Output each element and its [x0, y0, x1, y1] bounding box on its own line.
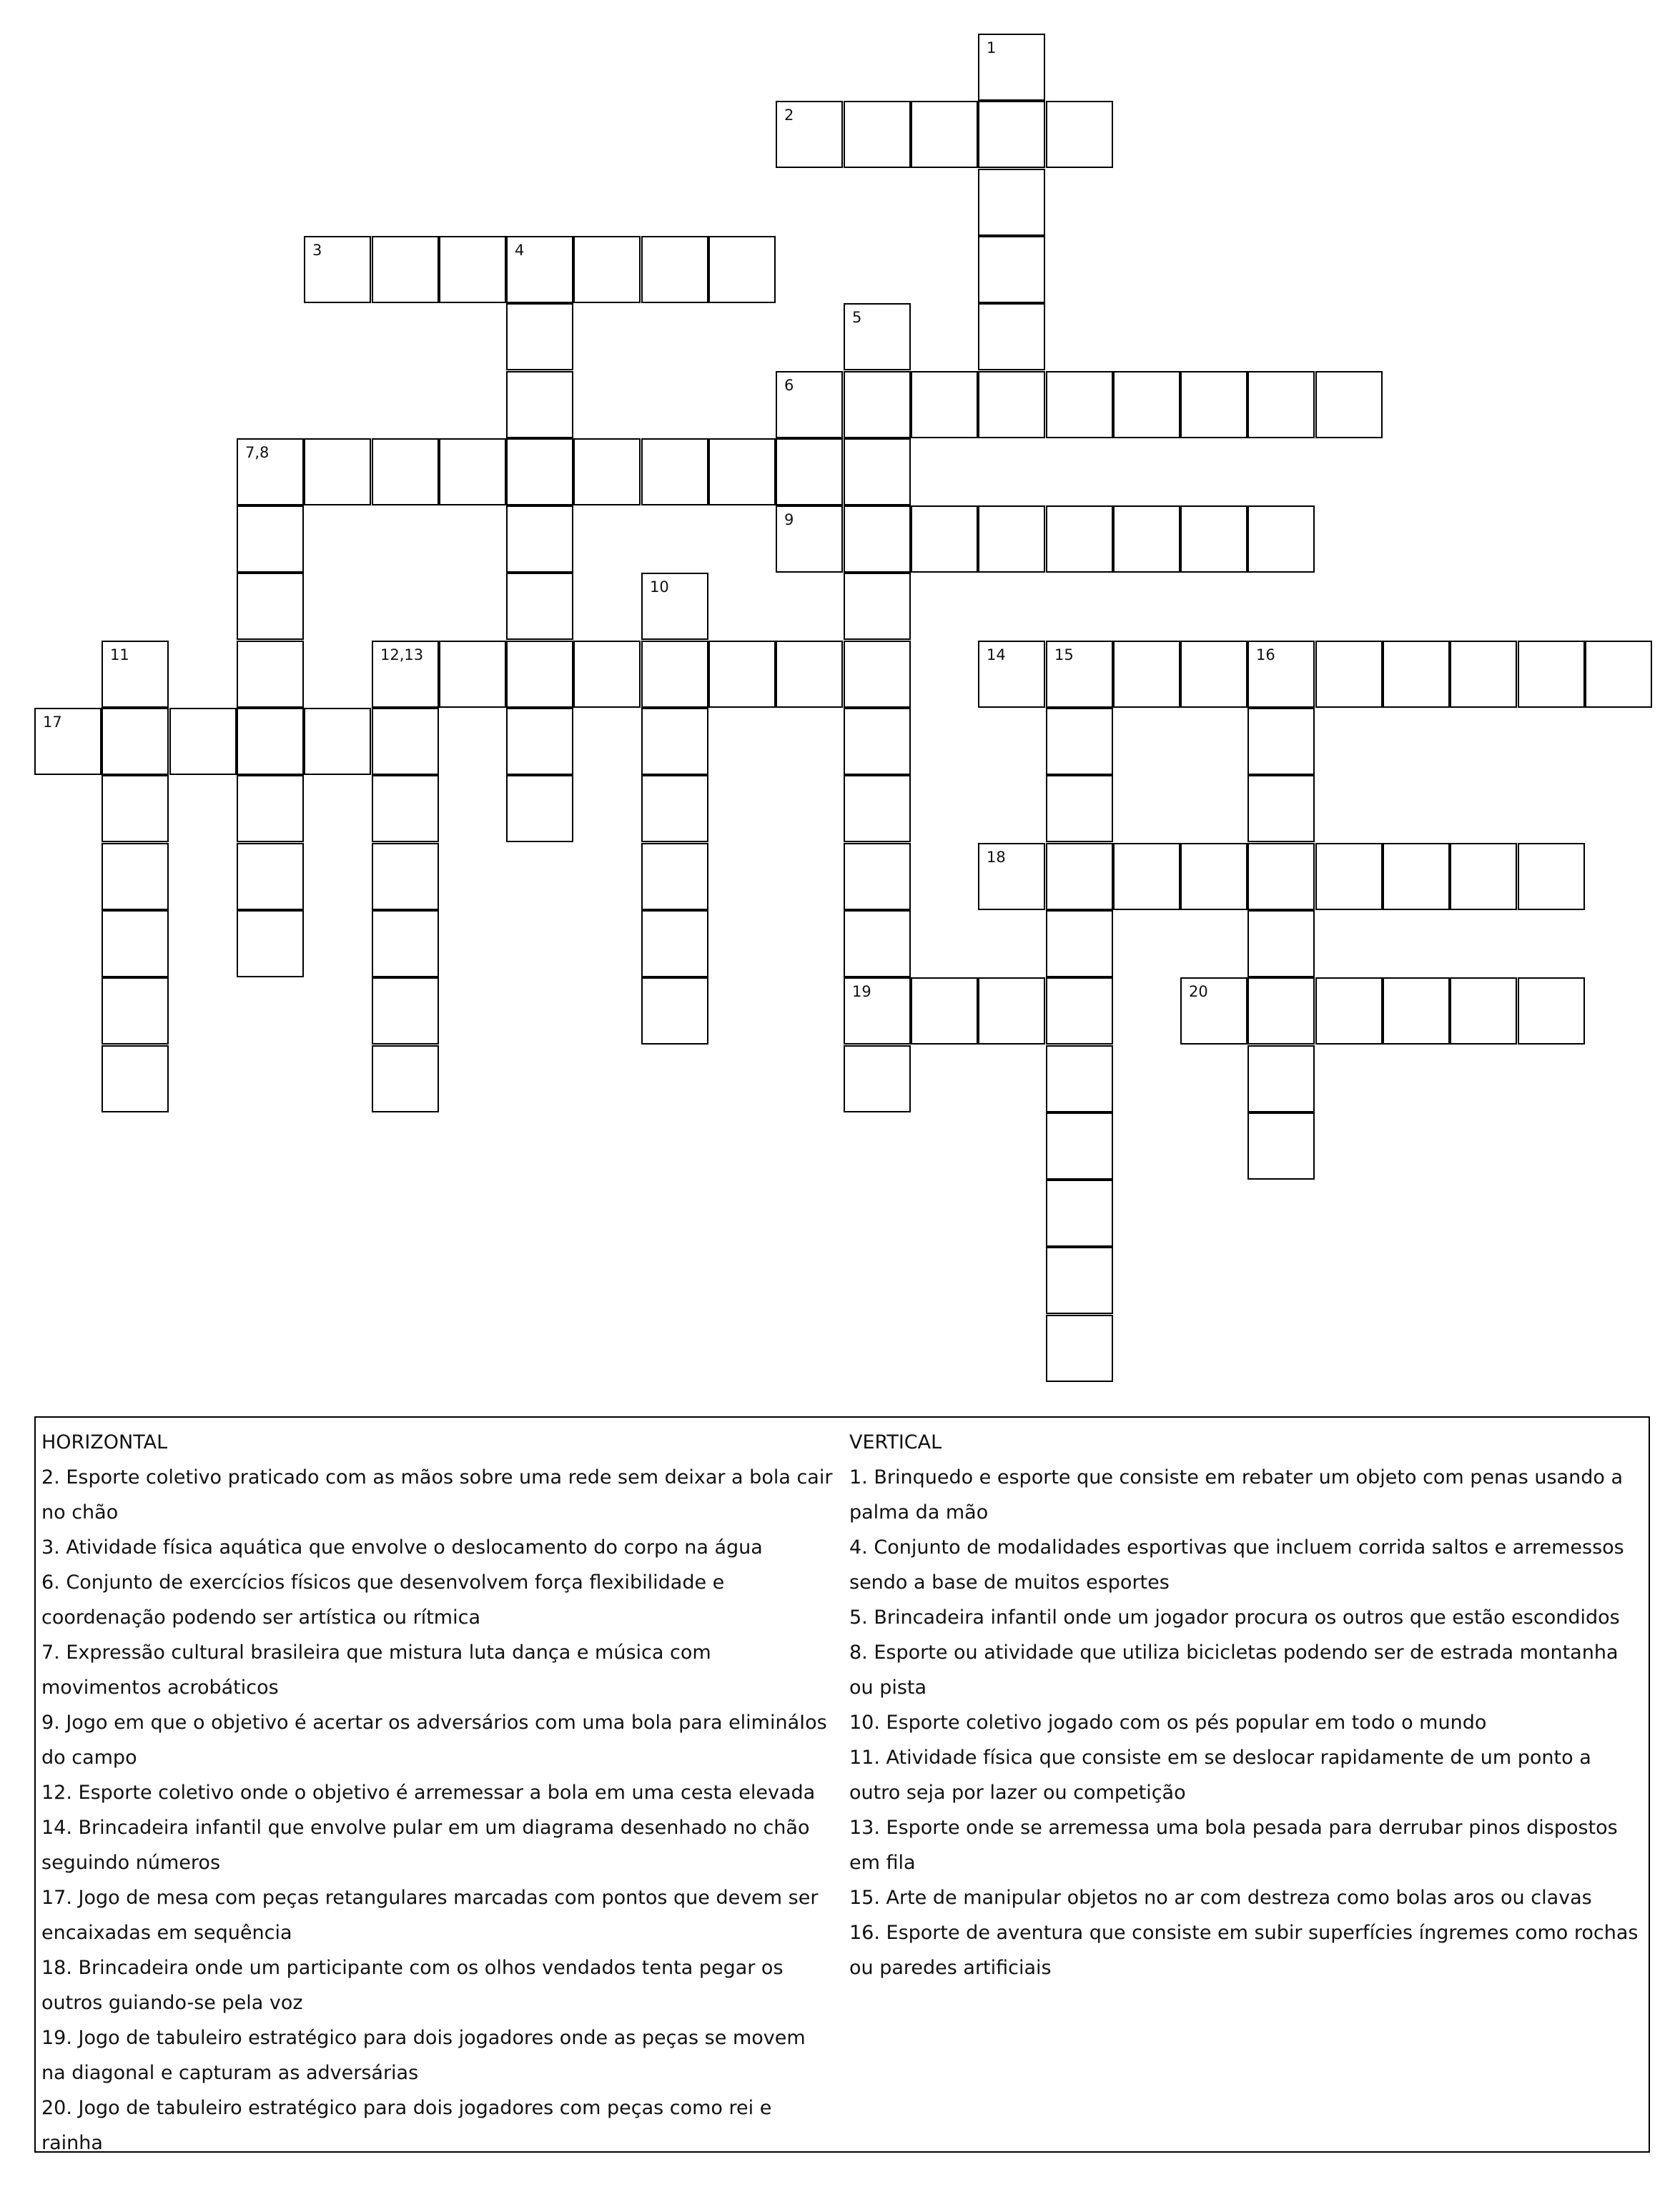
horizontal-clues	[41, 1425, 835, 2161]
crossword-cell[interactable]	[304, 708, 371, 775]
crossword-cell[interactable]	[978, 505, 1045, 573]
crossword-cell[interactable]	[1046, 843, 1113, 910]
crossword-cell[interactable]	[506, 438, 573, 505]
crossword-cell[interactable]	[776, 641, 843, 708]
crossword-cell[interactable]	[1046, 775, 1113, 842]
crossword-cell[interactable]	[1315, 843, 1383, 910]
crossword-cell[interactable]	[506, 775, 573, 842]
crossword-cell[interactable]	[844, 1045, 911, 1112]
clue-number: 7,8	[245, 444, 270, 461]
crossword-cell[interactable]	[1046, 101, 1113, 168]
crossword-cell[interactable]	[641, 977, 708, 1045]
crossword-cell[interactable]	[844, 303, 911, 370]
crossword-cell[interactable]	[844, 101, 911, 168]
crossword-cell[interactable]	[573, 438, 641, 505]
crossword-cell[interactable]	[1315, 641, 1383, 708]
clues-box	[34, 1416, 1650, 2153]
clue-number: 5	[852, 309, 862, 326]
crossword-cell[interactable]	[1180, 371, 1247, 438]
clue-horizontal-2: 2. Esporte coletivo praticado com as mãos sobre uma rede sem deixar a bola cair no chão	[41, 1466, 833, 1524]
crossword-cell[interactable]	[1180, 977, 1247, 1045]
crossword-cell[interactable]	[641, 843, 708, 910]
crossword-cell[interactable]	[641, 573, 708, 640]
crossword-cell[interactable]	[1315, 371, 1383, 438]
crossword-cell[interactable]	[1113, 843, 1180, 910]
clue-vertical-4: 4. Conjunto de modalidades esportivas que incluem corrida saltos e arremessos sendo a base de muitos esportes	[849, 1536, 1624, 1594]
crossword-cell[interactable]	[1247, 977, 1315, 1045]
clue-number: 17	[43, 714, 62, 731]
crossword-cell[interactable]	[102, 708, 169, 775]
crossword-cell[interactable]	[1450, 641, 1517, 708]
crossword-cell[interactable]	[641, 708, 708, 775]
clue-vertical-15: 15. Arte de manipular objetos no ar com destreza como bolas aros ou clavas	[849, 1887, 1592, 1909]
crossword-cell[interactable]	[372, 641, 439, 708]
crossword-cell[interactable]	[1180, 641, 1247, 708]
clue-number: 2	[784, 107, 794, 124]
clue-number: 15	[1054, 646, 1074, 663]
crossword-cell[interactable]	[506, 371, 573, 438]
clue-horizontal-19: 19. Jogo de tabuleiro estratégico para dois jogadores onde as peças se movem na diagonal e capturam as adversárias	[41, 2027, 806, 2084]
crossword-cell[interactable]	[978, 34, 1045, 101]
crossword-cell[interactable]	[1518, 843, 1585, 910]
clue-number: 14	[987, 646, 1006, 663]
crossword-cell[interactable]	[708, 641, 776, 708]
crossword-cell[interactable]	[844, 910, 911, 977]
crossword-cell[interactable]	[1383, 977, 1450, 1045]
crossword-cell[interactable]	[1247, 505, 1315, 573]
crossword-cell[interactable]	[237, 573, 304, 640]
crossword-cell[interactable]	[1247, 371, 1315, 438]
crossword-cell[interactable]	[1383, 641, 1450, 708]
crossword-cell[interactable]	[1450, 843, 1517, 910]
crossword-cell[interactable]	[372, 843, 439, 910]
clue-number: 18	[987, 849, 1006, 866]
crossword-cell[interactable]	[978, 303, 1045, 370]
crossword-cell[interactable]	[641, 236, 708, 303]
crossword-cell[interactable]	[708, 438, 776, 505]
crossword-cell[interactable]	[304, 236, 371, 303]
crossword-cell[interactable]	[1247, 843, 1315, 910]
crossword-cell[interactable]	[1046, 1045, 1113, 1112]
crossword-cell[interactable]	[1046, 708, 1113, 775]
clue-vertical-8: 8. Esporte ou atividade que utiliza bicicletas podendo ser de estrada montanha ou pista	[849, 1641, 1619, 1699]
crossword-cell[interactable]	[1046, 1180, 1113, 1247]
crossword-cell[interactable]	[1046, 641, 1113, 708]
crossword-cell[interactable]	[372, 1045, 439, 1112]
crossword-cell[interactable]	[1046, 1315, 1113, 1382]
crossword-cell[interactable]	[506, 573, 573, 640]
clue-horizontal-6: 6. Conjunto de exercícios físicos que desenvolvem força flexibilidade e coordenação podendo ser artística ou rítmica	[41, 1571, 725, 1629]
crossword-cell[interactable]	[237, 775, 304, 842]
crossword-cell[interactable]	[844, 708, 911, 775]
crossword-cell[interactable]	[237, 438, 304, 505]
crossword-cell[interactable]	[1046, 977, 1113, 1045]
crossword-cell[interactable]	[911, 101, 978, 168]
clue-number: 1	[987, 39, 997, 56]
crossword-cell[interactable]	[978, 101, 1045, 168]
crossword-cell[interactable]	[1247, 775, 1315, 842]
crossword-cell[interactable]	[844, 977, 911, 1045]
crossword-cell[interactable]	[844, 438, 911, 505]
clue-horizontal-3: 3. Atividade física aquática que envolve o deslocamento do corpo na água	[41, 1536, 763, 1559]
crossword-cell[interactable]	[1518, 977, 1585, 1045]
crossword-cell[interactable]	[641, 775, 708, 842]
crossword-cell[interactable]	[1247, 1112, 1315, 1180]
crossword-cell[interactable]	[372, 977, 439, 1045]
crossword-cell[interactable]	[1247, 1045, 1315, 1112]
crossword-cell[interactable]	[102, 641, 169, 708]
crossword-cell[interactable]	[237, 641, 304, 708]
clue-vertical-5: 5. Brincadeira infantil onde um jogador procura os outros que estão escondidos	[849, 1606, 1620, 1629]
clue-vertical-11: 11. Atividade física que consiste em se deslocar rapidamente de um ponto a outro seja por lazer ou competição	[849, 1747, 1591, 1804]
crossword-cell[interactable]	[1180, 505, 1247, 573]
crossword-cell[interactable]	[1450, 977, 1517, 1045]
crossword-cell[interactable]	[102, 775, 169, 842]
crossword-cell[interactable]	[169, 708, 237, 775]
crossword-cell[interactable]	[911, 505, 978, 573]
crossword-cell[interactable]	[372, 438, 439, 505]
clue-horizontal-14: 14. Brincadeira infantil que envolve pular em um diagrama desenhado no chão seguindo números	[41, 1817, 810, 1874]
crossword-cell[interactable]	[102, 843, 169, 910]
crossword-cell[interactable]	[978, 371, 1045, 438]
clue-number: 10	[650, 578, 669, 596]
clue-number: 16	[1256, 646, 1275, 663]
crossword-cell[interactable]	[978, 843, 1045, 910]
crossword-cell[interactable]	[1113, 371, 1180, 438]
clue-number: 4	[515, 242, 525, 259]
crossword-cell[interactable]	[776, 438, 843, 505]
crossword-cell[interactable]	[776, 371, 843, 438]
clue-number: 6	[784, 377, 794, 394]
crossword-cell[interactable]	[1518, 641, 1585, 708]
crossword-cell[interactable]	[506, 641, 573, 708]
crossword-cell[interactable]	[506, 708, 573, 775]
crossword-cell[interactable]	[1585, 641, 1652, 708]
crossword-cell[interactable]	[102, 910, 169, 977]
clue-vertical-10: 10. Esporte coletivo jogado com os pés popular em todo o mundo	[849, 1712, 1487, 1734]
crossword-cell[interactable]	[978, 236, 1045, 303]
crossword-cell[interactable]	[708, 236, 776, 303]
crossword-cell[interactable]	[1046, 1112, 1113, 1180]
crossword-cell[interactable]	[844, 843, 911, 910]
crossword-cell[interactable]	[102, 1045, 169, 1112]
crossword-cell[interactable]	[1113, 641, 1180, 708]
clue-horizontal-7: 7. Expressão cultural brasileira que mistura luta dança e música com movimentos acrobáticos	[41, 1641, 711, 1699]
crossword-cell[interactable]	[439, 236, 506, 303]
crossword-cell[interactable]	[573, 236, 641, 303]
crossword-cell[interactable]	[102, 977, 169, 1045]
crossword-cell[interactable]	[978, 641, 1045, 708]
clue-vertical-13: 13. Esporte onde se arremessa uma bola pesada para derrubar pinos dispostos em fila	[849, 1817, 1618, 1874]
crossword-cell[interactable]	[641, 438, 708, 505]
horizontal-heading: HORIZONTAL	[41, 1431, 168, 1453]
vertical-clues	[849, 1425, 1643, 1985]
crossword-cell[interactable]	[844, 775, 911, 842]
clue-vertical-1: 1. Brinquedo e esporte que consiste em rebater um objeto com penas usando a palma da mão	[849, 1466, 1623, 1524]
crossword-cell[interactable]	[1046, 910, 1113, 977]
clue-number: 12,13	[380, 646, 424, 663]
crossword-cell[interactable]	[844, 371, 911, 438]
crossword-cell[interactable]	[237, 708, 304, 775]
crossword-cell[interactable]	[372, 236, 439, 303]
crossword-cell[interactable]	[304, 438, 371, 505]
crossword-cell[interactable]	[641, 910, 708, 977]
clue-number: 3	[312, 242, 322, 259]
crossword-cell[interactable]	[1046, 371, 1113, 438]
crossword-cell[interactable]	[1180, 843, 1247, 910]
crossword-cell[interactable]	[1383, 843, 1450, 910]
crossword-cell[interactable]	[641, 641, 708, 708]
clue-number: 19	[852, 983, 871, 1000]
crossword-cell[interactable]	[439, 438, 506, 505]
crossword-cell[interactable]	[237, 843, 304, 910]
clue-number: 20	[1189, 983, 1208, 1000]
crossword-cell[interactable]	[844, 505, 911, 573]
clue-vertical-16: 16. Esporte de aventura que consiste em subir superfícies íngremes como rochas ou paredes artificiais	[849, 1922, 1639, 1979]
crossword-cell[interactable]	[439, 641, 506, 708]
clue-horizontal-20: 20. Jogo de tabuleiro estratégico para dois jogadores com peças como rei e rainha	[41, 2097, 772, 2154]
crossword-cell[interactable]	[237, 910, 304, 977]
clue-horizontal-12: 12. Esporte coletivo onde o objetivo é arremessar a bola em uma cesta elevada	[41, 1782, 816, 1804]
crossword-cell[interactable]	[1247, 708, 1315, 775]
crossword-cell[interactable]	[1247, 910, 1315, 977]
crossword-cell[interactable]	[237, 505, 304, 573]
crossword-cell[interactable]	[372, 910, 439, 977]
crossword-cell[interactable]	[1046, 1247, 1113, 1314]
crossword-cell[interactable]	[372, 775, 439, 842]
clue-horizontal-18: 18. Brincadeira onde um participante com os olhos vendados tenta pegar os outros guiando-se pela voz	[41, 1957, 784, 2014]
crossword-cell[interactable]	[844, 573, 911, 640]
crossword-cell[interactable]	[372, 708, 439, 775]
vertical-heading: VERTICAL	[849, 1431, 942, 1453]
clue-horizontal-17: 17. Jogo de mesa com peças retangulares marcadas com pontos que devem ser encaixadas em sequência	[41, 1887, 819, 1944]
clue-horizontal-9: 9. Jogo em que o objetivo é acertar os adversários com uma bola para elimináIos do campo	[41, 1712, 827, 1769]
crossword-cell[interactable]	[978, 977, 1045, 1045]
crossword-cell[interactable]	[1113, 505, 1180, 573]
crossword-cell[interactable]	[506, 505, 573, 573]
crossword-cell[interactable]	[776, 505, 843, 573]
crossword-cell[interactable]	[978, 169, 1045, 236]
crossword-cell[interactable]	[1315, 977, 1383, 1045]
crossword-cell[interactable]	[776, 101, 843, 168]
crossword-cell[interactable]	[911, 977, 978, 1045]
clue-number: 11	[110, 646, 129, 663]
crossword-cell[interactable]	[506, 303, 573, 370]
crossword-cell[interactable]	[573, 641, 641, 708]
crossword-cell[interactable]	[506, 236, 573, 303]
crossword-cell[interactable]	[34, 708, 102, 775]
crossword-cell[interactable]	[1247, 641, 1315, 708]
crossword-cell[interactable]	[844, 641, 911, 708]
crossword-cell[interactable]	[911, 371, 978, 438]
crossword-cell[interactable]	[1046, 505, 1113, 573]
clue-number: 9	[784, 511, 794, 528]
